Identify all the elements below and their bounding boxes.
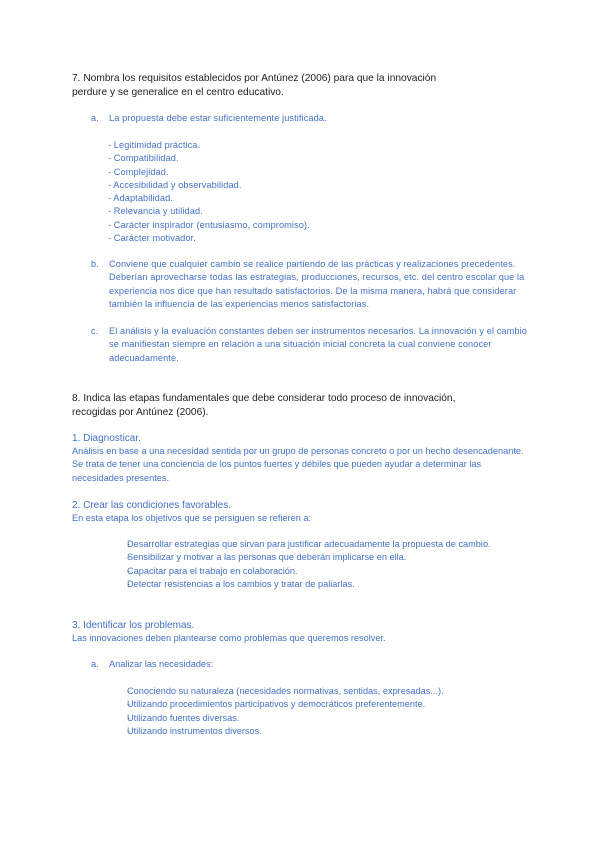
list-item: - Sensibilizar y motivar a las personas que deberán implicarse en ella. — [127, 551, 527, 564]
question-8-title: 8. Indica las etapas fundamentales que debe considerar todo proceso de innovación, recogidas por Antúnez (2006). — [72, 393, 456, 418]
q7-b-text: Conviene que cualquier cambio se realice partiendo de las prácticas y realizaciones precedentes. Deberían aprovecharse todas las estrategias, producciones, recursos, etc. del centro escolar que la experiencia nos dice que han resultado satisfactorios. De la misma manera, habrá que considerar también la influencia de las experiencias menos satisfactorias. — [109, 259, 525, 309]
list-item: - Complejidad. — [108, 166, 169, 177]
list-item: - Carácter motivador. — [108, 233, 196, 244]
question-7-title: 7. Nombra los requisitos establecidos por Antúnez (2006) para que la innovación perdure y se generalice en el centro educativo. — [72, 73, 437, 98]
list-item: - Conociendo su naturaleza (necesidades normativas, sentidas, expresadas...). — [127, 685, 547, 698]
list-item: - Relevancia y utilidad. — [108, 206, 203, 217]
q8-section-2-text: En esta etapa los objetivos que se persiguen se refieren a: — [72, 513, 312, 523]
list-item: - Capacitar para el trabajo en colaboración. — [127, 565, 527, 578]
list-item: - Utilizando instrumentos diversos. — [127, 725, 547, 738]
list-item: - Accesibilidad y observabilidad. — [108, 179, 242, 190]
q7-a-text: La propuesta debe estar suficientemente justificada. — [109, 113, 327, 123]
list-item: - Legitimidad práctica. — [108, 140, 201, 150]
q7-b-marker: b. — [91, 259, 99, 269]
list-item: - Carácter inspirador (entusiasmo, compromiso). — [108, 219, 310, 230]
list-item: - Desarrollar estrategias que sirvan para justificar adecuadamente la propuesta de cambio. — [127, 538, 527, 551]
list-item: - Adaptabilidad. — [108, 193, 173, 204]
q7-c-text: El análisis y la evaluación constantes deben ser instrumentos necesarios. La innovación y el cambio se manifiestan siempre en relación a una situación inicial concreta la cual conviene conocer adecuadamente. — [109, 326, 527, 363]
list-item: - Detectar resistencias a los cambios y tratar de paliarlas. — [127, 578, 527, 591]
q8-section-2-heading: 2. Crear las condiciones favorables. — [72, 500, 231, 511]
list-item: - Compatibilidad. — [108, 153, 179, 164]
q7-c-marker: c. — [91, 326, 99, 336]
q8-section-2-list — [127, 538, 527, 591]
q8-section-1-heading: 1. Diagnosticar. — [72, 433, 141, 444]
list-item: - Utilizando fuentes diversas. — [127, 712, 547, 725]
q7-a-list — [108, 139, 508, 245]
q8-section-3-list — [127, 685, 547, 738]
q8-s3-a-marker: a. — [91, 659, 99, 669]
q7-a-marker: a. — [91, 113, 99, 123]
q8-section-1-text: Análisis en base a una necesidad sentida por un grupo de personas concreto o por un hecho desencadenante. Se trata de tener una conciencia de los puntos fuertes y débiles que pueden ayudar a determinar las necesidades presentes. — [72, 446, 524, 483]
q8-section-3-text: Las innovaciones deben plantearse como problemas que queremos resolver. — [72, 633, 386, 643]
list-item: - Utilizando procedimientos participativos y democráticos preferentemente. — [127, 698, 547, 711]
q8-section-3-heading: 3. Identificar los problemas. — [72, 620, 195, 631]
q8-s3-a-text: Analizar las necesidades: — [109, 659, 214, 669]
